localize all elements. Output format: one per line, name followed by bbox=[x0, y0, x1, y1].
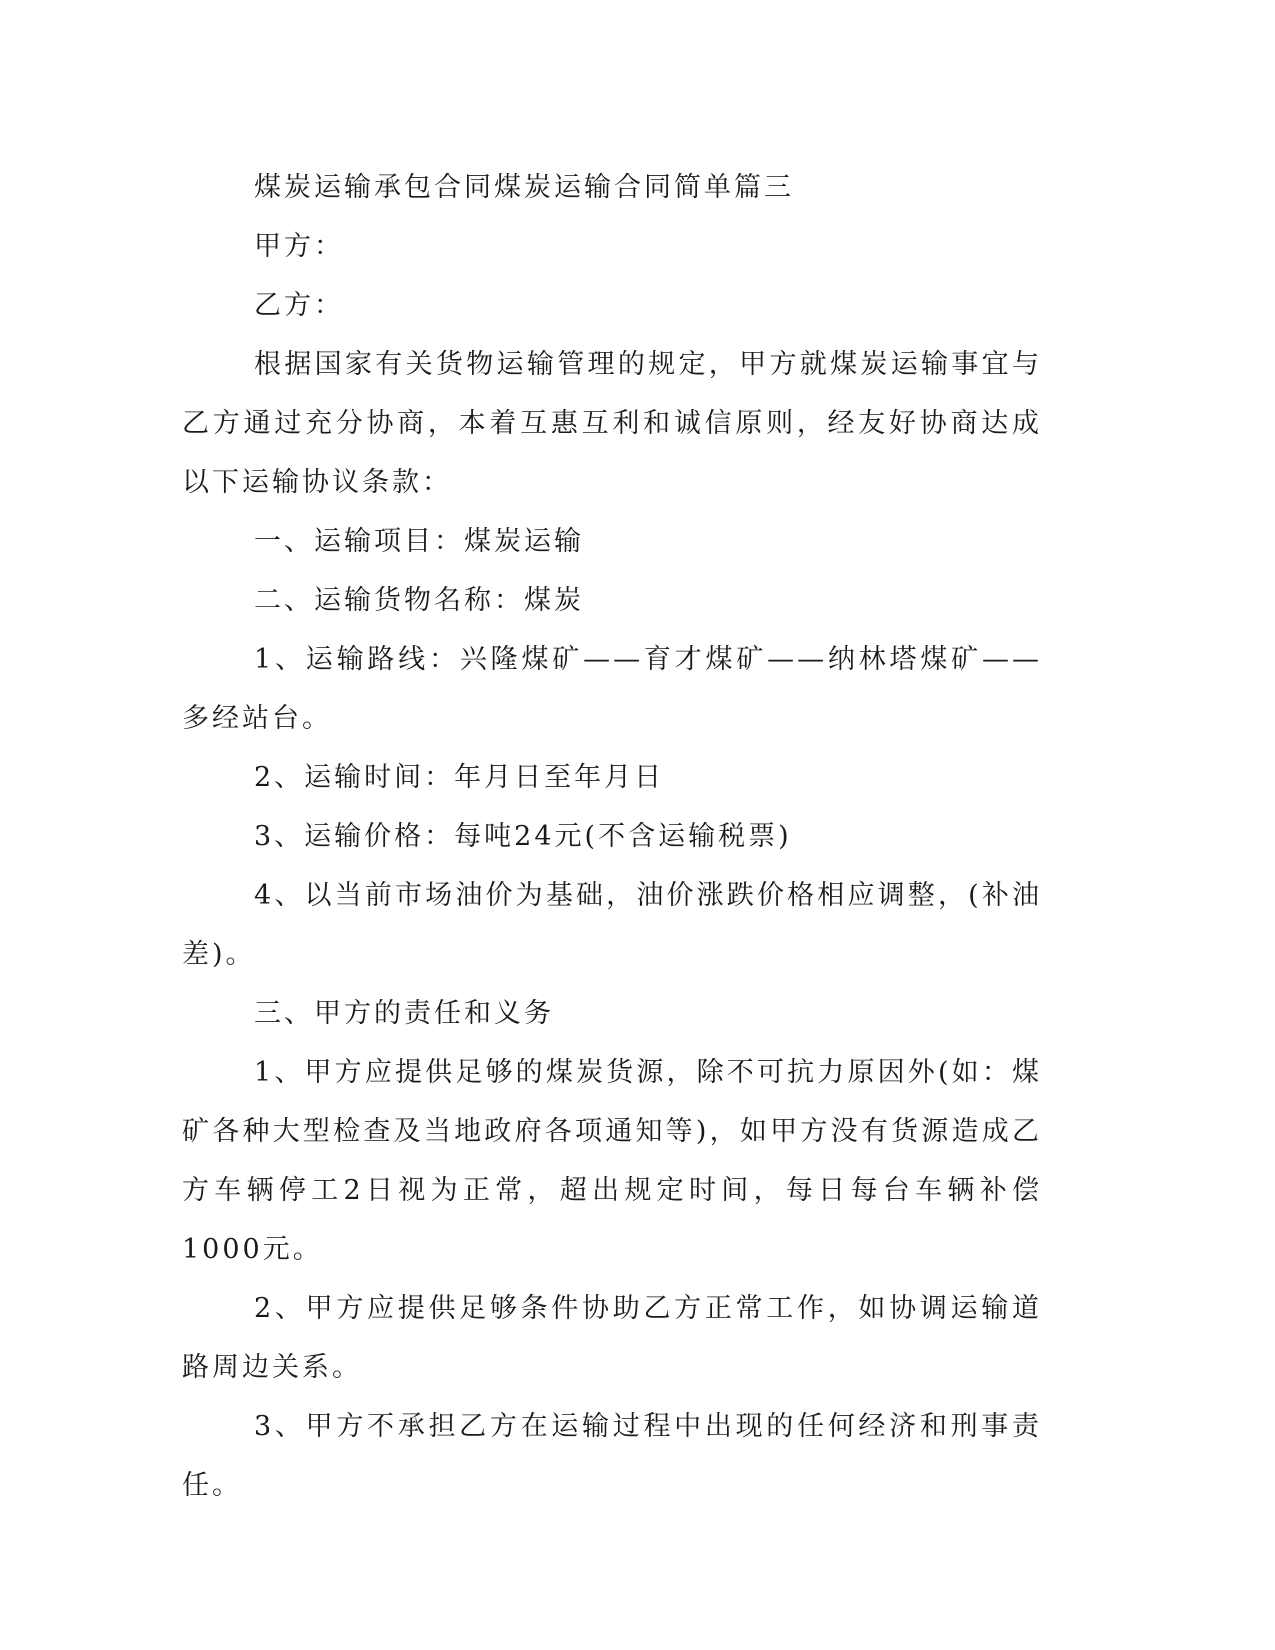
preamble-paragraph: 根据国家有关货物运输管理的规定，甲方就煤炭运输事宜与乙方通过充分协商，本着互惠互利和诚信原则，经友好协商达成以下运输协议条款： bbox=[182, 349, 1042, 498]
party-a-duty-1: 1、甲方应提供足够的煤炭货源，除不可抗力原因外(如：煤矿各种大型检查及当地政府各项通知等)，如甲方没有货源造成乙方车辆停工2日视为正常，超出规定时间，每日每台车辆补偿1000元。 bbox=[182, 1057, 1042, 1265]
party-a-line: 甲方： bbox=[254, 231, 344, 262]
section-three-heading: 三、甲方的责任和义务 bbox=[254, 998, 554, 1029]
section-one-heading: 一、运输项目：煤炭运输 bbox=[254, 526, 584, 557]
party-a-duty-3: 3、甲方不承担乙方在运输过程中出现的任何经济和刑事责任。 bbox=[182, 1411, 1042, 1501]
party-a-duty-2: 2、甲方应提供足够条件协助乙方正常工作，如协调运输道路周边关系。 bbox=[182, 1293, 1042, 1383]
transport-price-clause: 3、运输价格：每吨24元(不含运输税票) bbox=[254, 821, 792, 852]
transport-time-clause: 2、运输时间：年月日至年月日 bbox=[254, 762, 665, 793]
document-body bbox=[182, 158, 1042, 1515]
document-title: 煤炭运输承包合同煤炭运输合同简单篇三 bbox=[254, 172, 794, 203]
transport-route-clause: 1、运输路线：兴隆煤矿——育才煤矿——纳林塔煤矿——多经站台。 bbox=[182, 644, 1042, 734]
section-two-heading: 二、运输货物名称：煤炭 bbox=[254, 585, 584, 616]
oil-price-clause: 4、以当前市场油价为基础，油价涨跌价格相应调整，(补油差)。 bbox=[182, 880, 1042, 970]
party-b-line: 乙方： bbox=[254, 290, 344, 321]
